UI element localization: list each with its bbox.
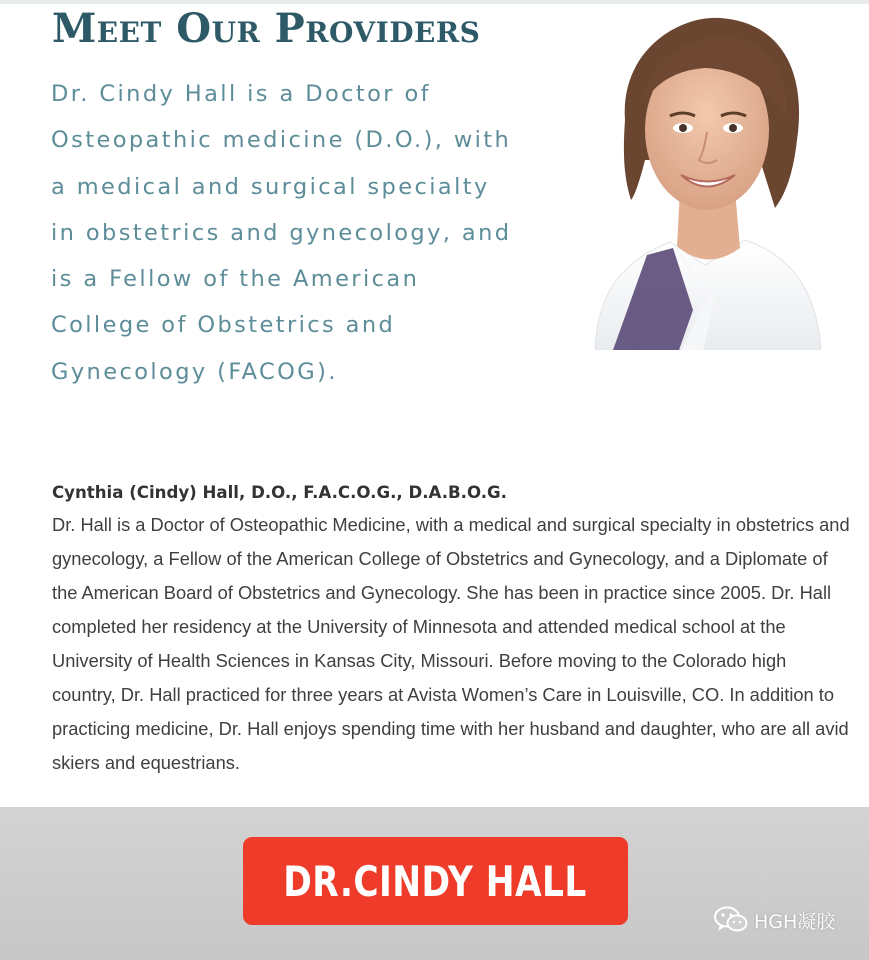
watermark [714,905,835,935]
providers-hero [0,0,869,460]
provider-credentials: Cynthia (Cindy) Hall, D.O., F.A.C.O.G., D.A.B.O.G. [52,483,507,502]
wechat-icon [714,906,748,934]
provider-name-button[interactable] [243,837,628,925]
provider-bio [52,478,852,780]
watermark-text: HGH凝胶 [754,910,836,933]
bio-paragraph: Dr. Hall is a Doctor of Osteopathic Medicine, with a medical and surgical specialty in obstetrics and gynecology, a Fellow of the American College of Obstetrics and Gynecology, and a Diplomate of the American Board of Obstetrics and Gynecology. She has been in practice since 2005. Dr. Hall completed her residency at the University of Minnesota and attended medical school at the University of Health Sciences in Kansas City, Missouri. Before moving to the Colorado high country, Dr. Hall practiced for three years at Avista Women’s Care in Louisville, CO. In addition to practicing medicine, Dr. Hall enjoys spending time with her husband and daughter, who are all avid skiers and equestrians. [52,514,850,773]
provider-intro: Dr. Cindy Hall is a Doctor of Osteopathic medicine (D.O.), with a medical and surgical specialty in obstetrics and gynecology, and is a Fellow of the American College of Obstetrics and Gynecology (FACOG). [51,81,512,385]
page-title: Meet Our Providers [52,5,481,52]
doctor-portrait-image [585,10,825,350]
provider-name-label: DR.CINDY HALL [283,856,588,906]
